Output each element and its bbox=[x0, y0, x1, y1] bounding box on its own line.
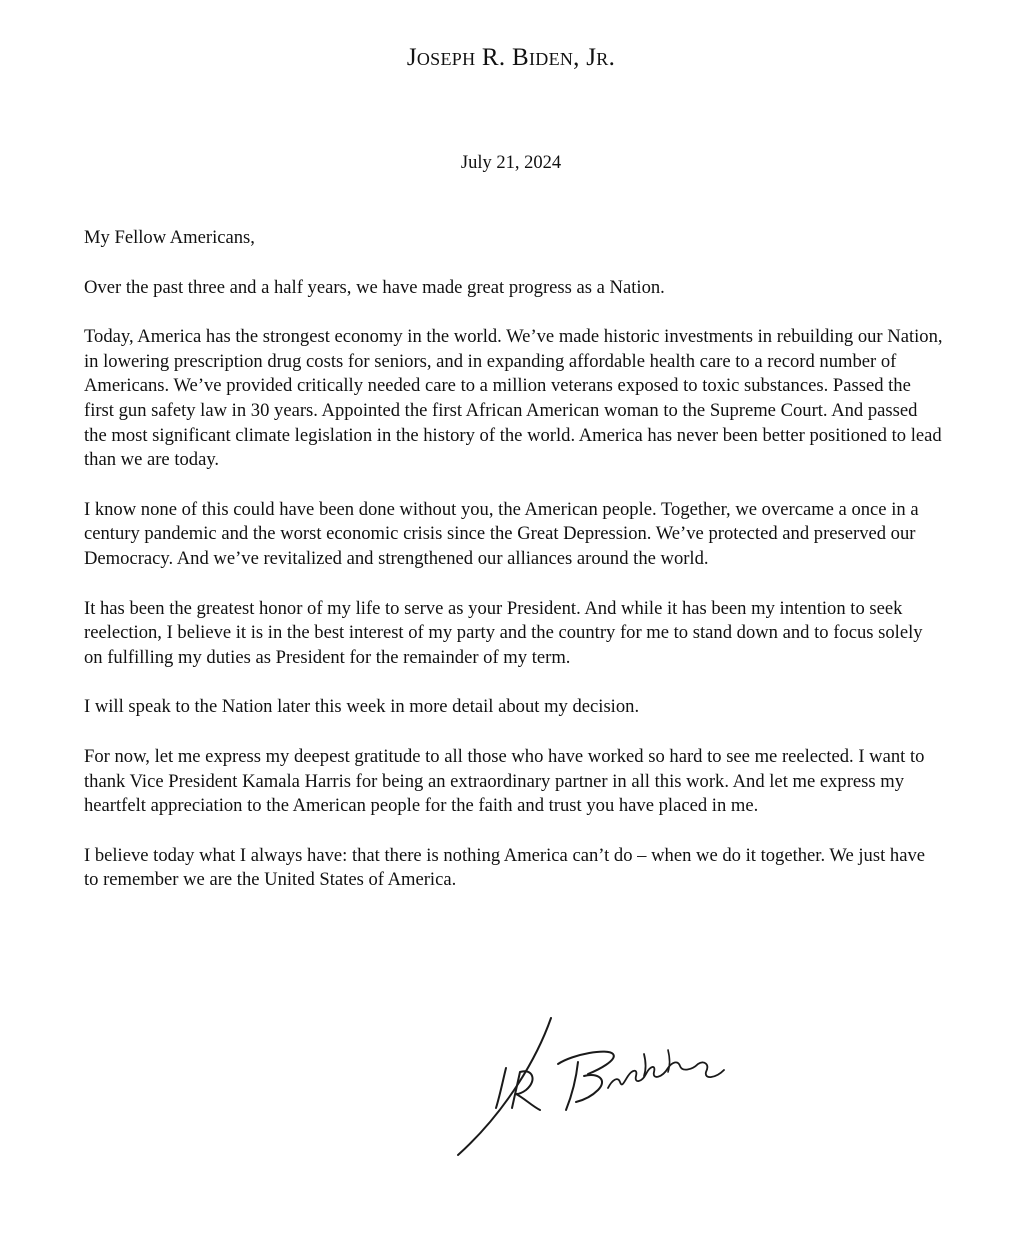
paragraph: Over the past three and a half years, we have made great progress as a Nation. bbox=[84, 276, 665, 298]
paragraph: I will speak to the Nation later this week in more detail about my decision. bbox=[84, 696, 640, 718]
salutation: My Fellow Americans, bbox=[84, 227, 255, 248]
handwritten-signature bbox=[448, 1010, 748, 1160]
paragraph: It has been the greatest honor of my life to serve as your President. And while it has been my intention to seek reelection, I believe it is in the best interest of my party and the country for me to stand down and to focus solely on fulfilling my duties as President for the remainder of my term. bbox=[84, 597, 923, 668]
letter-date: July 21, 2024 bbox=[460, 153, 562, 173]
letterhead: Joseph R. Biden, Jr. bbox=[406, 44, 616, 71]
paragraph: For now, let me express my deepest gratitude to all those who have worked so hard to see me reelected. I want to thank Vice President Kamala Harris for being an extraordinary partner in all this work. And let me express my heartfelt appreciation to the American people for the faith and trust you have placed in me. bbox=[84, 745, 925, 817]
paragraph: Today, America has the strongest economy in the world. We’ve made historic investments in rebuilding our Nation, in lowering prescription drug costs for seniors, and in expanding affordable health care to a record number of Americans. We’ve provided critically needed care to a million veterans exposed to toxic substances. Passed the first gun safety law in 30 years. Appointed the first African American woman to the Supreme Court. And passed the most significant climate legislation in the history of the world. America has never been better positioned to lead than we are today. bbox=[84, 326, 943, 471]
paragraph: I believe today what I always have: that there is nothing America can’t do – when we do it together. We just have to remember we are the United States of America. bbox=[84, 844, 926, 891]
letter-body bbox=[84, 226, 944, 918]
paragraph: I know none of this could have been done without you, the American people. Together, we overcame a once in a century pandemic and the worst economic crisis since the Great Depression. We’ve protected and preserved our Democracy. And we’ve revitalized and strengthened our alliances around the world. bbox=[84, 498, 919, 569]
